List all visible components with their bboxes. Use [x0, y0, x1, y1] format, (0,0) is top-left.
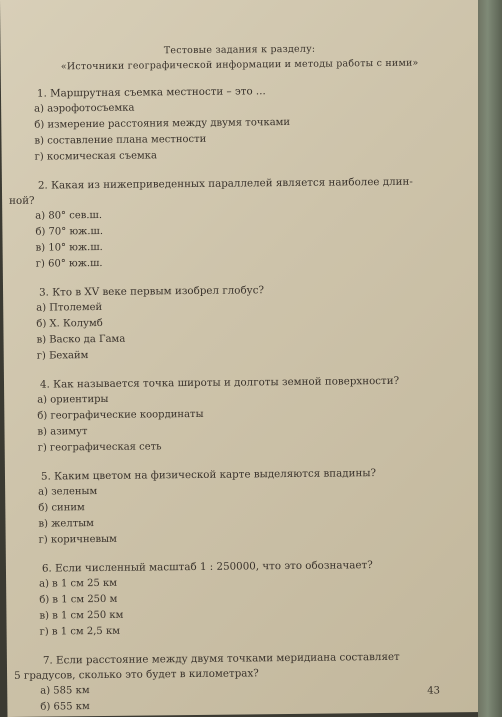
option: б) Х. Колумб	[36, 317, 103, 330]
option: б) измерение расстояния между двумя точками	[34, 116, 291, 131]
option: в) 10° юж.ш.	[35, 241, 103, 254]
option: а) 80° сев.ш.	[35, 209, 103, 222]
option: б) 655 км	[40, 701, 90, 713]
option: б) в 1 см 250 м	[39, 593, 118, 606]
page-number: 43	[427, 685, 441, 697]
question-2: 2. Какая из нижеприведенных параллелей является наиболее длин-	[37, 175, 413, 192]
question-7-cont: 5 градусов, сколько это будет в километрах?	[14, 667, 259, 682]
option: в) в 1 см 250 км	[39, 609, 124, 622]
question-7: 7. Если расстояние между двумя точками меридиана составляет	[42, 650, 400, 667]
option: а) 585 км	[40, 685, 90, 697]
question-2-cont: ной?	[9, 194, 35, 207]
option: г) космическая съемка	[34, 150, 158, 163]
option: а) Птолемей	[36, 301, 103, 314]
book-spine	[478, 0, 502, 717]
option: а) ориентиры	[37, 393, 109, 406]
option: в) составление плана местности	[34, 133, 207, 147]
question-3: 3. Кто в XV веке первым изобрел глобус?	[39, 284, 265, 299]
option: б) географические координаты	[37, 408, 204, 422]
option: г) Бехайм	[36, 350, 89, 362]
option: а) в 1 см 25 км	[39, 577, 118, 590]
question-1: 1. Маршрутная съемка местности – это ...	[36, 85, 266, 100]
option: г) географическая сеть	[37, 441, 162, 454]
section-subtitle: «Источники географической информации и методы работы с ними»	[60, 57, 419, 73]
option: г) коричневым	[38, 533, 117, 546]
question-4: 4. Как называется точка широты и долготы земной поверхности?	[39, 374, 400, 391]
option: а) зеленым	[38, 486, 98, 498]
option: г) 60° юж.ш.	[35, 257, 103, 270]
option: в) Васко да Гама	[36, 333, 126, 346]
option: в) азимут	[37, 426, 88, 438]
question-5: 5. Каким цветом на физической карте выделяются впадины?	[40, 467, 377, 483]
option: а) аэрофотосъемка	[34, 102, 135, 115]
option: б) 70° юж.ш.	[35, 225, 104, 238]
option: в) желтым	[38, 518, 94, 530]
option: г) в 1 см 2,5 км	[39, 625, 121, 638]
section-title: Тестовые задания к разделу:	[163, 43, 316, 57]
option: б) синим	[38, 502, 85, 514]
question-6: 6. Если численный масштаб 1 : 250000, что это обозначает?	[41, 559, 373, 575]
